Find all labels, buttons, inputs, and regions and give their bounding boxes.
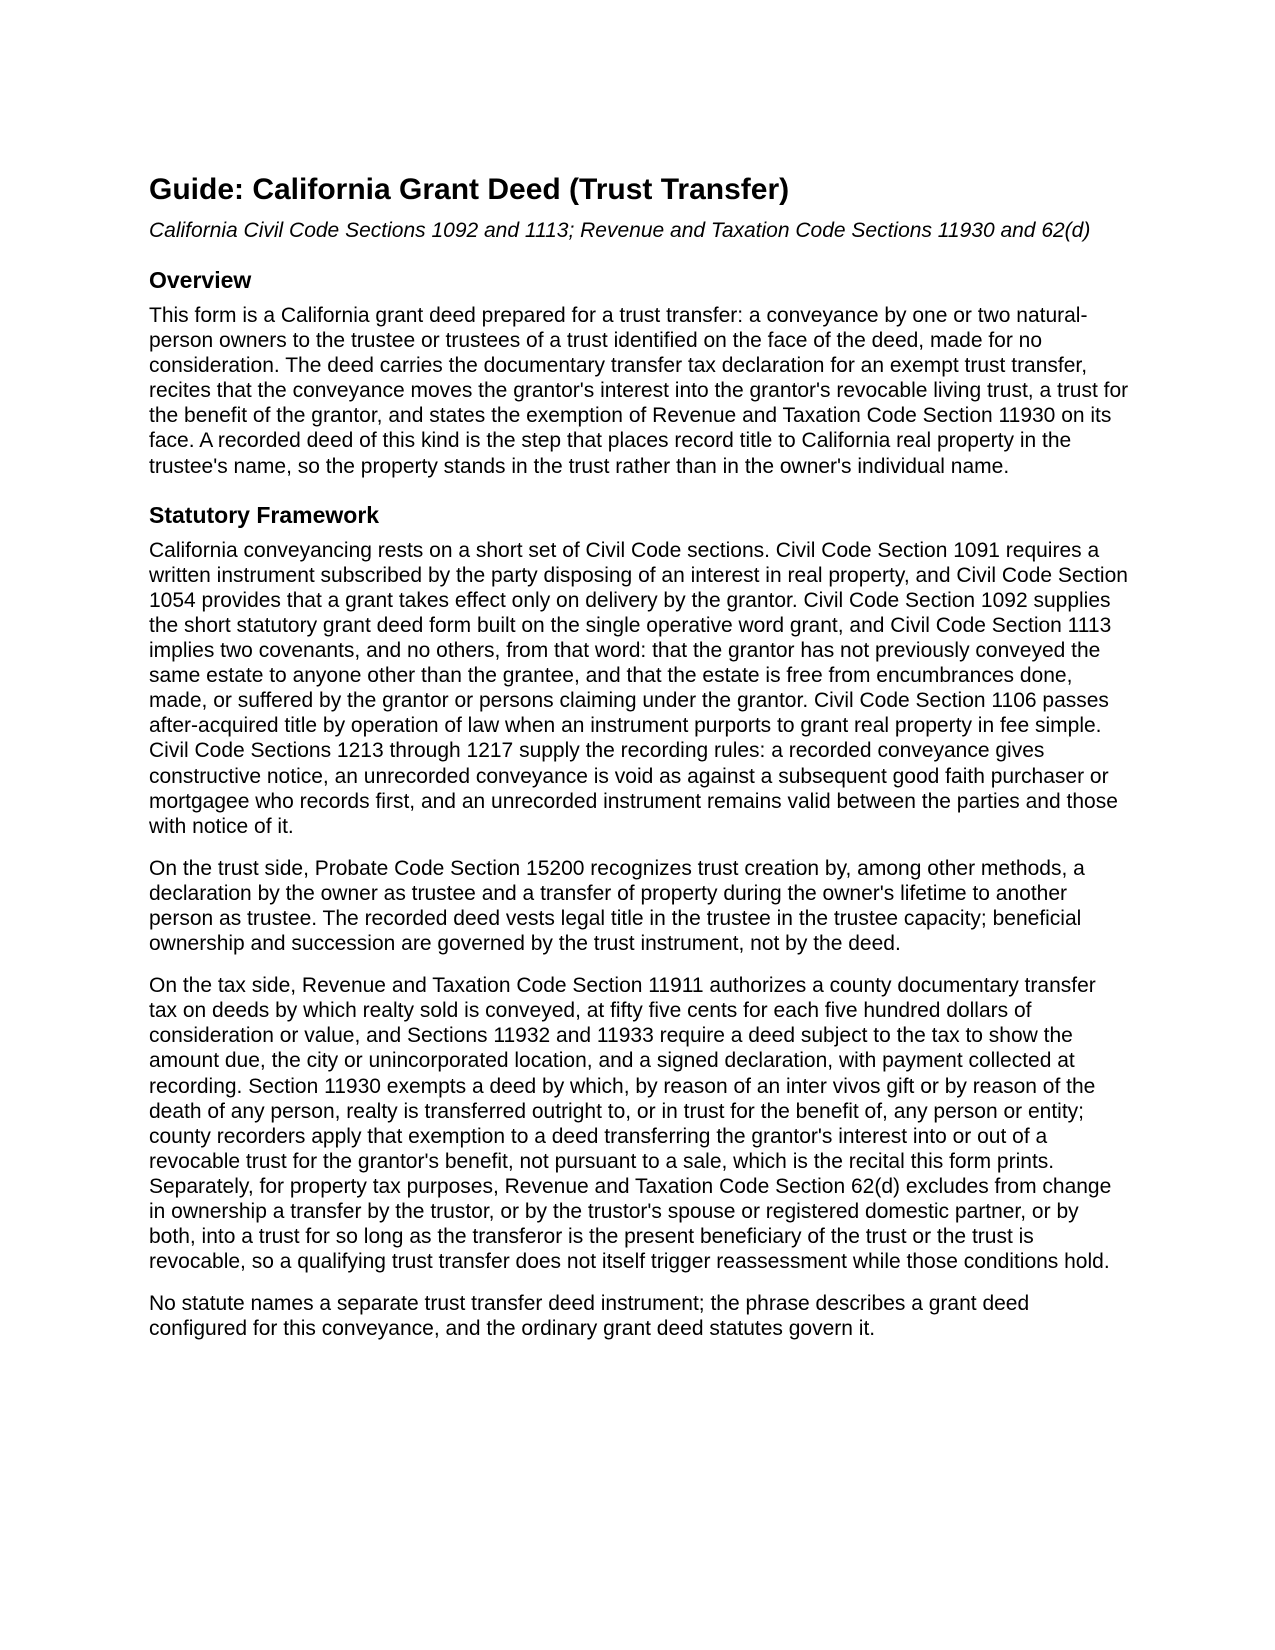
paragraph: On the tax side, Revenue and Taxation Code Section 11911 authorizes a county documentary transfer tax on deeds by which realty sold is conveyed, at fifty five cents for each five hundred dollars of consideration or value, and Sections 11932 and 11933 require a deed subject to the tax to show the amount due, the city or unincorporated location, and a signed declaration, with payment collected at recording. Section 11930 exempts a deed by which, by reason of an inter vivos gift or by reason of the death of any person, realty is transferred outright to, or in trust for the benefit of, any person or entity; county recorders apply that exemption to a deed transferring the grantor's interest into or out of a revocable trust for the grantor's benefit, not pursuant to a sale, which is the recital this form prints. Separately, for property tax purposes, Revenue and Taxation Code Section 62(d) excludes from change in ownership a transfer by the trustor, or by the trustor's spouse or registered domestic partner, or by both, into a trust for so long as the transferor is the present beneficiary of the trust or the trust is revocable, so a qualifying trust transfer does not itself trigger reassessment while those conditions hold.	[149, 974, 1112, 1274]
paragraph: No statute names a separate trust transfer deed instrument; the phrase describes a grant deed configured for this conveyance, and the ordinary grant deed statutes govern it.	[149, 1292, 1030, 1341]
section-statutory-framework	[149, 501, 1129, 1342]
document-page	[149, 172, 1129, 1358]
paragraph: California conveyancing rests on a short set of Civil Code sections. Civil Code Section 1091 requires a written instrument subscribed by the party disposing of an interest in real property, and Civil Code Section 1054 provides that a grant takes effect only on delivery by the grantor. Civil Code Section 1092 supplies the short statutory grant deed form built on the single operative word grant, and Civil Code Section 1113 implies two covenants, and no others, from that word: that the grantor has not previously conveyed the same estate to anyone other than the grantee, and that the estate is free from encumbrances done, made, or suffered by the grantor or persons claiming under the grantor. Civil Code Section 1106 passes after-acquired title by operation of law when an instrument purports to grant real property in fee simple. Civil Code Sections 1213 through 1217 supply the recording rules: a recorded conveyance gives constructive notice, an unrecorded conveyance is void as against a subsequent good faith purchaser or mortgagee who records first, and an unrecorded instrument remains valid between the parties and those with notice of it.	[149, 538, 1128, 838]
section-overview	[149, 266, 1129, 479]
document-title: Guide: California Grant Deed (Trust Transfer)	[149, 173, 790, 206]
document-subtitle: California Civil Code Sections 1092 and 1113; Revenue and Taxation Code Sections 11930 and 62(d)	[149, 219, 1091, 242]
section-heading: Statutory Framework	[149, 501, 380, 528]
paragraph: This form is a California grant deed prepared for a trust transfer: a conveyance by one or two natural-person owners to the trustee or trustees of a trust identified on the face of the deed, made for no consideration. The deed carries the documentary transfer tax declaration for an exempt trust transfer, recites that the conveyance moves the grantor's interest into the grantor's revocable living trust, a trust for the benefit of the grantor, and states the exemption of Revenue and Taxation Code Section 11930 on its face. A recorded deed of this kind is the step that places record title to California real property in the trustee's name, so the property stands in the trust rather than in the owner's individual name.	[149, 304, 1129, 478]
paragraph: On the trust side, Probate Code Section 15200 recognizes trust creation by, among other methods, a declaration by the owner as trustee and a transfer of property during the owner's lifetime to another person as trustee. The recorded deed vests legal title in the trustee in the trustee capacity; beneficial ownership and succession are governed by the trust instrument, not by the deed.	[149, 856, 1085, 956]
section-heading: Overview	[149, 267, 252, 293]
